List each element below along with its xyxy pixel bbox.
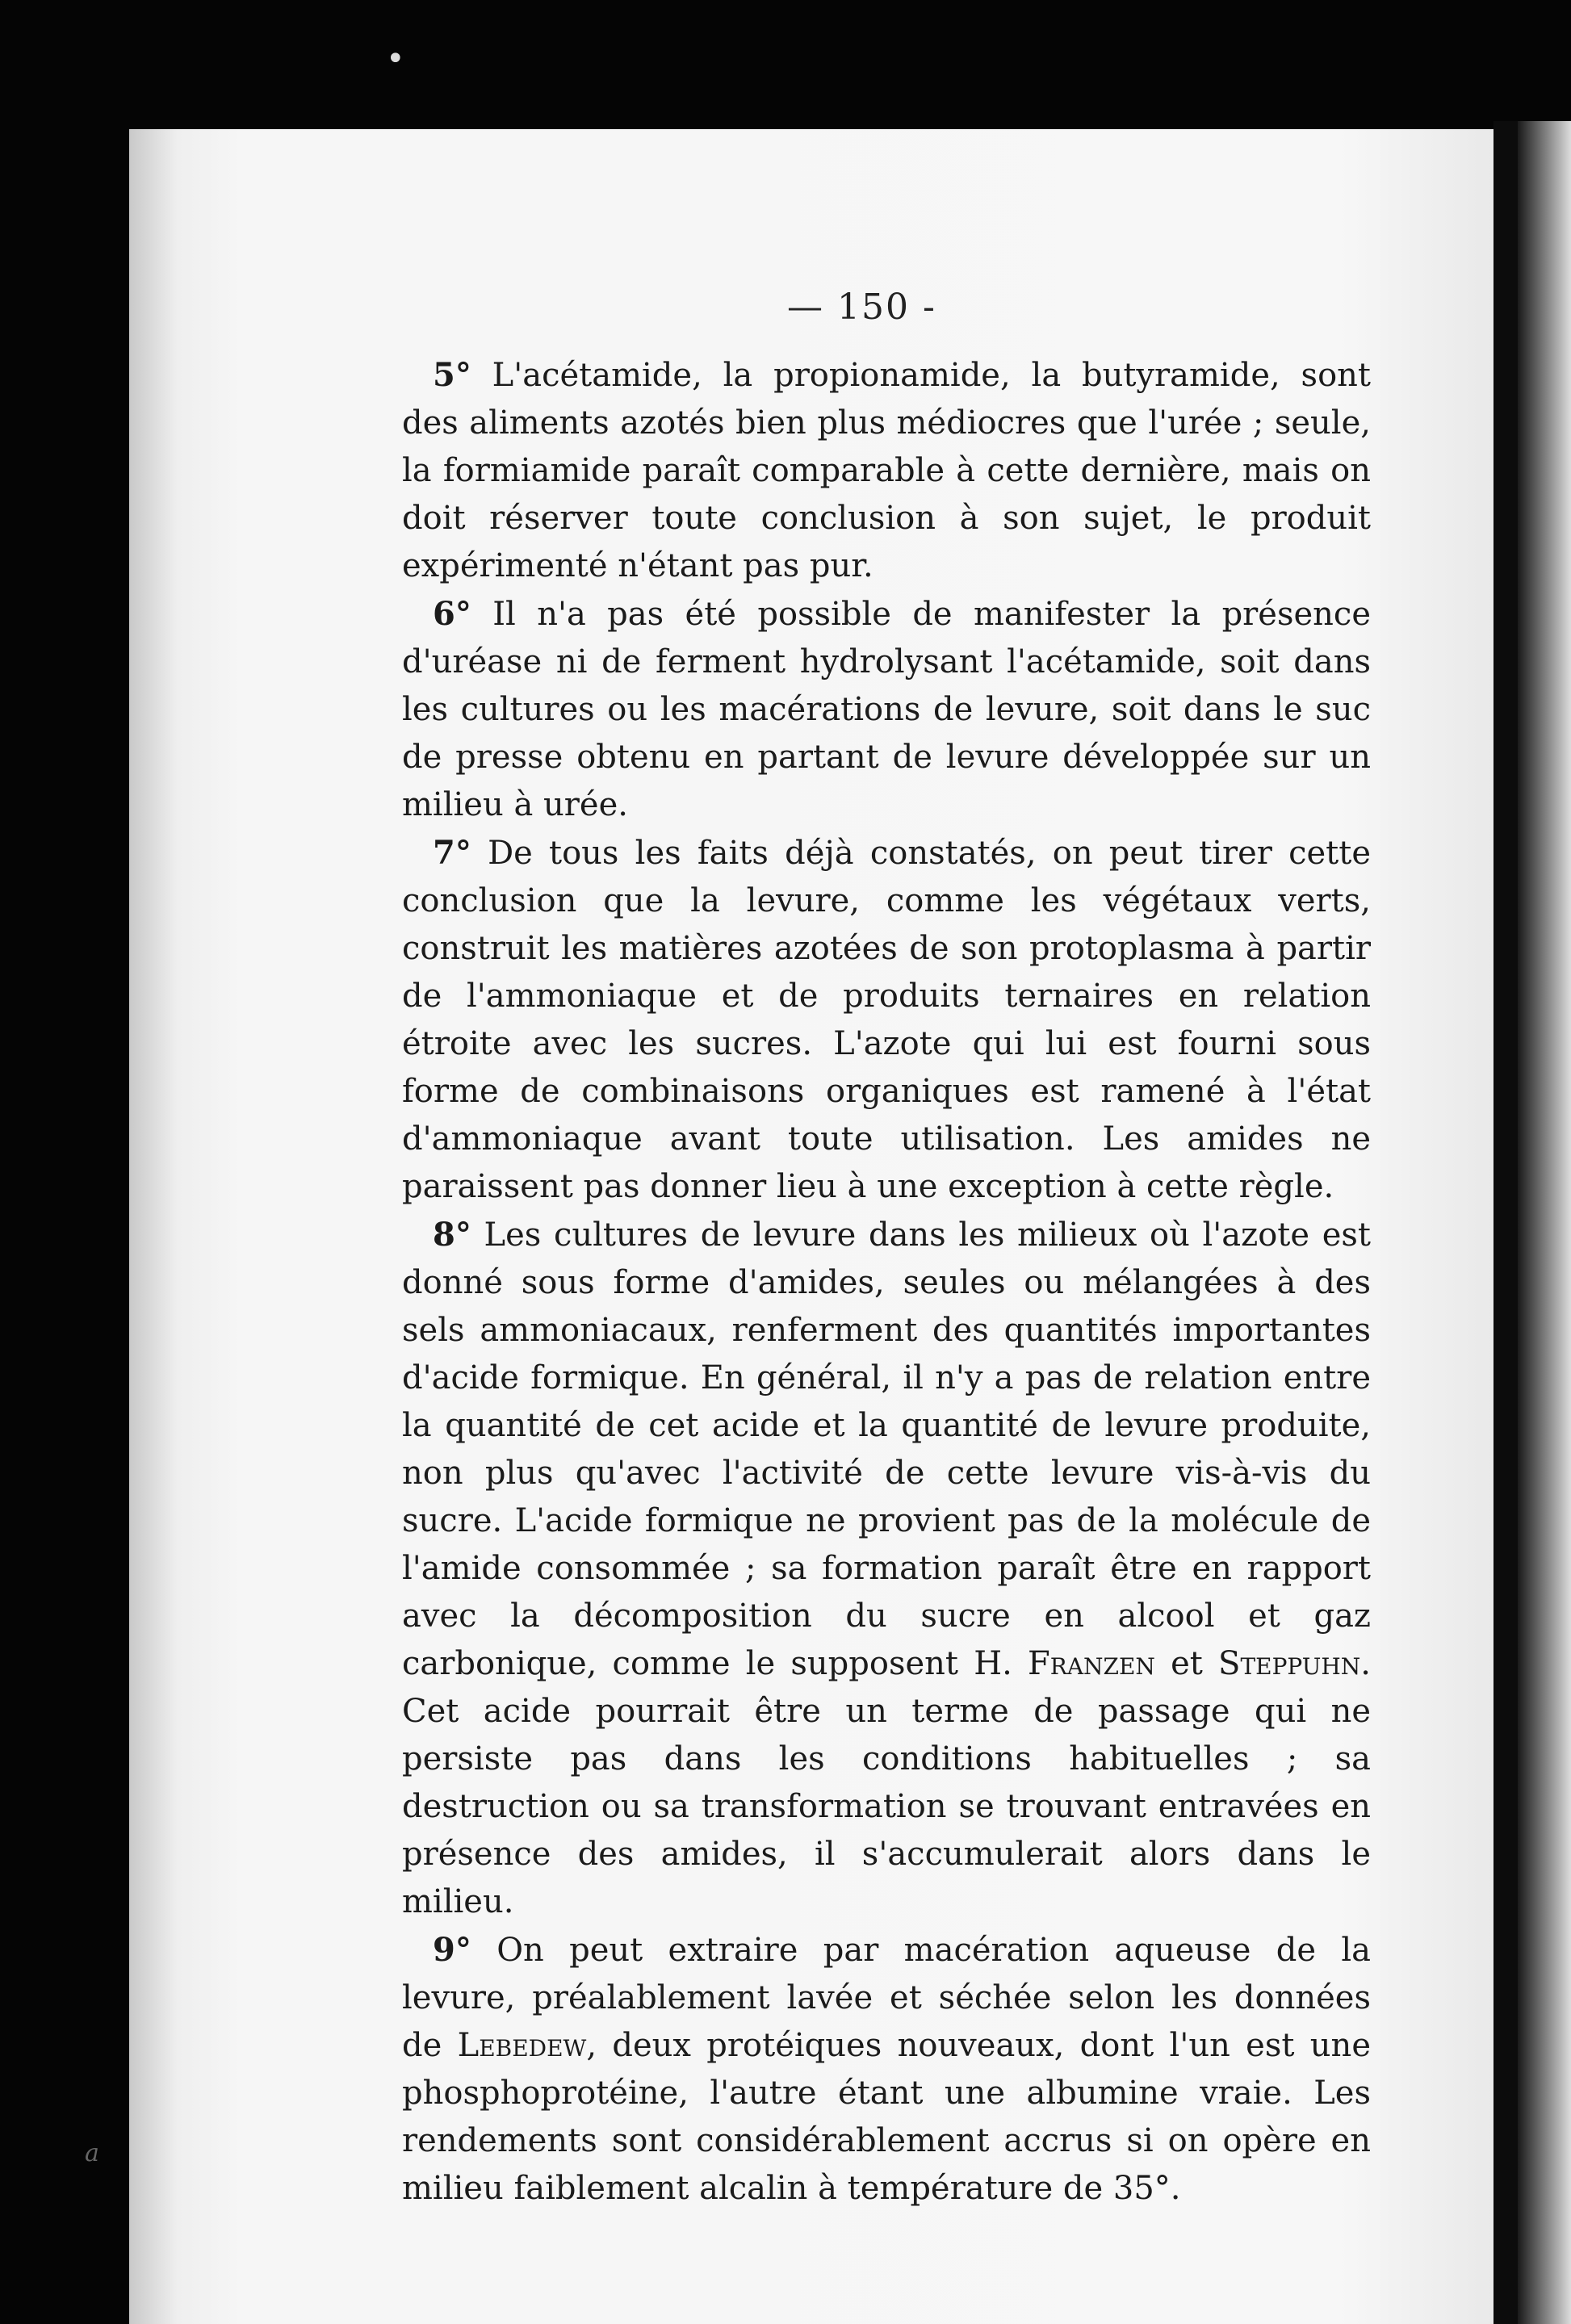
paragraph-9 (402, 1926, 1371, 2213)
paragraph-text: et (1154, 1645, 1219, 1682)
page-number: — 150 - (787, 287, 936, 328)
paragraph-7 (402, 829, 1371, 1211)
author-name: Franzen (1027, 1645, 1155, 1682)
paragraph-text: L'acétamide, la propionamide, la butyramide, sont des aliments azotés bien plus médiocres que l'urée ; seule, la formiamide paraît comparable à cette dernière, mais on doit réserver toute conclusion à son sujet, le produit expérimenté n'étant pas pur. (402, 357, 1371, 584)
paragraph-text: De tous les faits déjà constatés, on peut tirer cette conclusion que la levure, comme les végétaux verts, construit les matières azotées de son protoplasma à partir de l'ammoniaque et de produits ternaires en relation étroite avec les sucres. L'azote qui lui est fourni sous forme de combinaisons organiques est ramené à l'état d'ammoniaque avant toute utilisation. Les amides ne paraissent pas donner lieu à une exception à cette règle. (402, 835, 1371, 1205)
page-gutter (1493, 121, 1518, 2324)
margin-mark: a (85, 2139, 99, 2167)
paragraph-text: On peut extraire par macération aqueuse de la levure, préalablement lavée et séchée selon les données de (402, 1932, 1371, 2064)
paragraph-5 (402, 351, 1371, 590)
author-name: Lebedew (457, 2027, 587, 2064)
paragraph-text: . Cet acide pourrait être un terme de passage qui ne persiste pas dans les conditions habituelles ; sa destruction ou sa transformation se trouvant entravées en présence des amides, il s'accumulerait alors dans le milieu. (402, 1645, 1371, 1920)
paragraph-number: 9° (433, 1931, 471, 1969)
paragraph-number: 6° (433, 595, 471, 633)
paragraph-8 (402, 1211, 1371, 1926)
scan-speck: • (386, 40, 405, 77)
next-page-edge (1518, 121, 1571, 2324)
paragraph-6 (402, 590, 1371, 829)
paragraph-number: 5° (433, 356, 471, 394)
paragraph-text: Les cultures de levure dans les milieux où l'azote est donné sous forme d'amides, seules ou mélangées à des sels ammoniacaux, renferment des quantités importantes d'acide formique. En général, il n'y a pas de relation entre la quantité de cet acide et la quantité de levure produite, non plus qu'avec l'activité de cette levure vis-à-vis du sucre. L'acide formique ne provient pas de la molécule de l'amide consommée ; sa formation paraît être en rapport avec la décomposition du sucre en alcool et gaz carbonique, comme le supposent H. (402, 1216, 1371, 1682)
paragraph-number: 7° (433, 834, 471, 872)
paragraph-text: , deux protéiques nouveaux, dont l'un est une phosphoprotéine, l'autre étant une albumine vraie. Les rendements sont considérablement accrus si on opère en milieu faiblement alcalin à température de 35°. (402, 2027, 1371, 2207)
author-name: Steppuhn (1218, 1645, 1361, 1682)
paragraph-text: Il n'a pas été possible de manifester la présence d'uréase ni de ferment hydrolysant l'acétamide, soit dans les cultures ou les macérations de levure, soit dans le suc de presse obtenu en partant de levure développée sur un milieu à urée. (402, 596, 1372, 823)
paragraph-number: 8° (433, 1216, 471, 1254)
body-text (402, 351, 1371, 2213)
